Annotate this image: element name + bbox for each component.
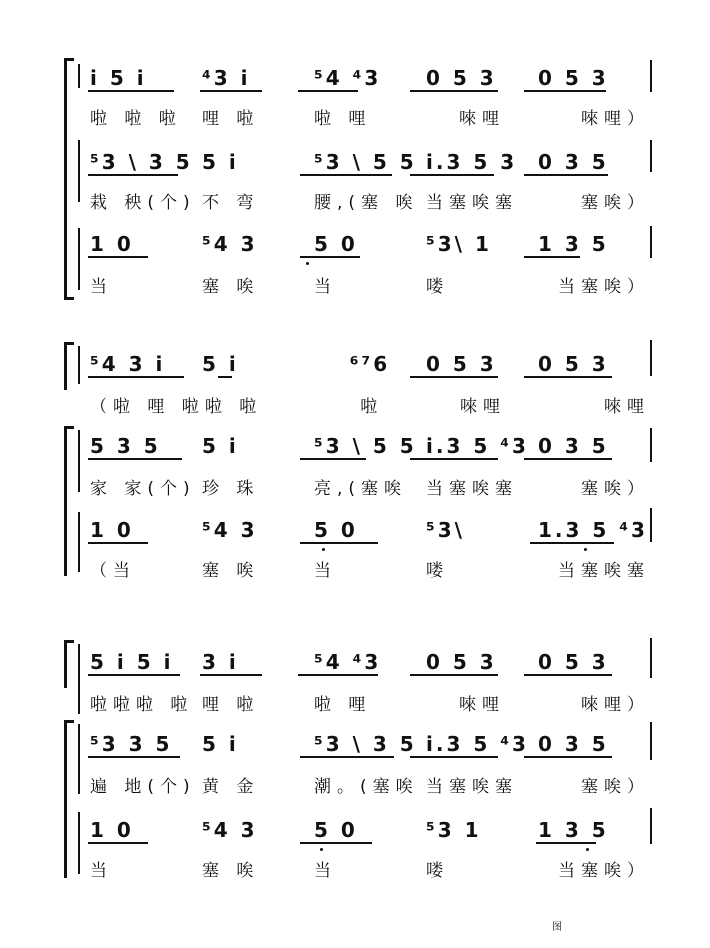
measure: ⁵3 \ 5 5 bbox=[314, 434, 417, 458]
bar-line bbox=[650, 808, 652, 844]
lyric: 当 bbox=[314, 277, 337, 297]
lyric: 唻哩 bbox=[459, 109, 505, 129]
measure: 0 5 3 bbox=[426, 66, 497, 90]
brace-hook bbox=[64, 342, 74, 345]
bar-line bbox=[650, 722, 652, 760]
lyric: 亮,(塞唉 bbox=[314, 479, 408, 499]
measure: 0 5 3 bbox=[426, 352, 497, 376]
beam-line bbox=[200, 90, 262, 92]
measure: 5 i bbox=[202, 732, 239, 756]
measure: i.3 5 ⁴3 bbox=[426, 732, 529, 756]
staff-bracket bbox=[78, 812, 80, 874]
lyric: 不 弯 bbox=[202, 193, 260, 213]
measure: ⁵4 3 bbox=[202, 232, 258, 256]
lyrics-row bbox=[90, 556, 650, 581]
staff-bracket bbox=[78, 346, 80, 384]
lyric: 唻哩） bbox=[581, 109, 650, 129]
measure: ⁵3 3 5 bbox=[90, 732, 173, 756]
lyric: （啦 哩 啦 bbox=[90, 397, 205, 417]
beam-line bbox=[524, 674, 612, 676]
beam-line bbox=[530, 542, 614, 544]
beam-line bbox=[410, 376, 498, 378]
lyric: 唻哩 bbox=[459, 695, 505, 715]
lyrics-row bbox=[90, 772, 650, 797]
beam-line bbox=[536, 842, 596, 844]
beam-line bbox=[88, 542, 148, 544]
beam-line bbox=[88, 376, 184, 378]
measure: ⁵3 1 bbox=[426, 818, 482, 842]
lyrics-row bbox=[90, 474, 650, 499]
measure: ⁵4 ⁴3 bbox=[314, 66, 382, 90]
measure: 1 0 bbox=[90, 818, 134, 842]
lyric: 栽 秧(个) bbox=[90, 193, 196, 213]
beam-line bbox=[88, 90, 174, 92]
lyric: 塞唉） bbox=[581, 777, 650, 797]
beam-line bbox=[300, 542, 378, 544]
beam-line bbox=[410, 756, 498, 758]
lyric: 塞 唉 bbox=[202, 561, 260, 581]
bar-line bbox=[650, 140, 652, 172]
brace-hook bbox=[64, 297, 74, 300]
lyric: 家 家(个) bbox=[90, 479, 196, 499]
notation-row bbox=[90, 650, 650, 674]
beam-line bbox=[88, 174, 178, 176]
lyric: 珍 珠 bbox=[202, 479, 260, 499]
measure: 0 3 5 bbox=[538, 434, 609, 458]
lyric: 当 bbox=[90, 277, 113, 297]
notation-row bbox=[90, 732, 650, 756]
lyric: 哩 啦 bbox=[202, 109, 260, 129]
measure: ⁵4 ⁴3 bbox=[314, 650, 382, 674]
system-brace bbox=[64, 426, 67, 576]
beam-line bbox=[410, 674, 498, 676]
bar-line bbox=[650, 226, 652, 258]
lyric: 喽 bbox=[426, 277, 449, 297]
lyric: 唻哩 bbox=[604, 397, 650, 417]
measure: ⁴3 i bbox=[202, 66, 251, 90]
measure: ⁵3 \ 3 5 bbox=[90, 150, 193, 174]
beam-line bbox=[410, 90, 498, 92]
staff-bracket bbox=[78, 724, 80, 794]
measure: 0 5 3 bbox=[538, 66, 609, 90]
measure: ⁵4 3 bbox=[202, 518, 258, 542]
beam-line bbox=[300, 842, 372, 844]
measure: 5 i bbox=[202, 150, 239, 174]
brace-hook bbox=[64, 640, 74, 643]
bar-line bbox=[650, 340, 652, 376]
notation-row bbox=[90, 232, 650, 256]
lyrics-row bbox=[90, 392, 650, 417]
system-brace bbox=[64, 58, 67, 300]
measure: ⁵3\ bbox=[426, 518, 465, 542]
measure: ⁵3\ 1 bbox=[426, 232, 492, 256]
beam-line bbox=[300, 458, 366, 460]
octave-dot bbox=[320, 848, 323, 851]
measure: 5 0 bbox=[314, 818, 358, 842]
beam-line bbox=[524, 90, 606, 92]
staff-bracket bbox=[78, 430, 80, 492]
staff-bracket bbox=[78, 140, 80, 202]
beam-line bbox=[298, 674, 378, 676]
lyric: 当塞唉塞 bbox=[426, 777, 518, 797]
lyric: 当塞唉） bbox=[558, 861, 650, 881]
measure: 0 5 3 bbox=[426, 650, 497, 674]
beam-line bbox=[88, 756, 180, 758]
staff-bracket bbox=[78, 64, 80, 88]
notation-row bbox=[90, 434, 650, 458]
lyric: 喽 bbox=[426, 561, 449, 581]
beam-line bbox=[410, 174, 494, 176]
lyric: 黄 金 bbox=[202, 777, 260, 797]
beam-line bbox=[298, 90, 358, 92]
staff-bracket bbox=[78, 644, 80, 714]
beam-line bbox=[524, 376, 612, 378]
page-mark: 图 bbox=[552, 922, 562, 933]
beam-line bbox=[88, 256, 148, 258]
lyric: 腰,(塞 唉 bbox=[314, 193, 419, 213]
measure: ⁵4 3 i bbox=[90, 352, 166, 376]
lyric: 啦 哩 bbox=[314, 695, 372, 715]
notation-row bbox=[90, 352, 650, 376]
lyric: 啦 啦 bbox=[204, 397, 263, 417]
octave-dot bbox=[586, 848, 589, 851]
lyrics-row bbox=[90, 856, 650, 881]
beam-line bbox=[88, 458, 182, 460]
lyrics-row bbox=[90, 690, 650, 715]
lyric: 啦啦啦 啦 bbox=[90, 695, 194, 715]
staff-bracket bbox=[78, 512, 80, 572]
lyrics-row bbox=[90, 188, 650, 213]
bar-line bbox=[650, 60, 652, 92]
system-brace bbox=[64, 640, 67, 688]
measure: 0 3 5 bbox=[538, 150, 609, 174]
beam-line bbox=[88, 674, 180, 676]
measure: i 5 i bbox=[90, 66, 147, 90]
lyric: 啦 哩 bbox=[314, 109, 372, 129]
lyric: 唻哩） bbox=[581, 695, 650, 715]
lyrics-row bbox=[90, 272, 650, 297]
notation-row bbox=[90, 518, 650, 542]
measure: 5 i bbox=[202, 434, 239, 458]
lyric: 唻哩 bbox=[460, 397, 507, 417]
measure: 1 0 bbox=[90, 232, 134, 256]
bar-line bbox=[650, 508, 652, 542]
beam-line bbox=[524, 256, 580, 258]
lyric: 啦 bbox=[360, 397, 384, 417]
measure: ⁵4 3 bbox=[202, 818, 258, 842]
beam-line bbox=[200, 674, 262, 676]
brace-hook bbox=[64, 426, 74, 429]
lyric: 塞 唉 bbox=[202, 277, 260, 297]
measure: 1.3 5 ⁴3 bbox=[538, 518, 648, 542]
measure: 1 3 5 bbox=[538, 232, 609, 256]
lyric: 当 bbox=[90, 861, 113, 881]
lyric: 塞唉） bbox=[581, 479, 650, 499]
beam-line bbox=[300, 756, 394, 758]
bar-line bbox=[650, 428, 652, 462]
lyric: 塞唉） bbox=[581, 193, 650, 213]
brace-hook bbox=[64, 720, 74, 723]
measure: 0 3 5 bbox=[538, 732, 609, 756]
lyric: 当塞唉） bbox=[558, 277, 650, 297]
lyric: 遍 地(个) bbox=[90, 777, 196, 797]
lyric: 哩 啦 bbox=[202, 695, 260, 715]
measure: ⁵3 \ 3 5 bbox=[314, 732, 417, 756]
octave-dot bbox=[322, 548, 325, 551]
lyrics-row bbox=[90, 104, 650, 129]
measure: 5 i bbox=[202, 352, 239, 376]
brace-hook bbox=[64, 58, 74, 61]
lyric: 当 bbox=[314, 561, 337, 581]
notation-row bbox=[90, 150, 650, 174]
measure: 1 3 5 bbox=[538, 818, 609, 842]
lyric: 塞 唉 bbox=[202, 861, 260, 881]
notation-row bbox=[90, 66, 650, 90]
measure: 5 3 5 bbox=[90, 434, 161, 458]
measure: 1 0 bbox=[90, 518, 134, 542]
measure: i.3 5 3 bbox=[426, 150, 518, 174]
lyric: 喽 bbox=[426, 861, 449, 881]
measure: 0 5 3 bbox=[538, 352, 609, 376]
measure: ⁶⁷6 bbox=[349, 352, 391, 376]
beam-line bbox=[524, 174, 608, 176]
notation-row bbox=[90, 818, 650, 842]
system-brace bbox=[64, 720, 67, 878]
measure: ⁵3 \ 5 5 bbox=[314, 150, 417, 174]
beam-line bbox=[524, 756, 612, 758]
bar-line bbox=[650, 638, 652, 678]
measure: 5 0 bbox=[314, 232, 358, 256]
measure: 0 5 3 bbox=[538, 650, 609, 674]
beam-line bbox=[410, 458, 498, 460]
lyric: 当塞唉塞 bbox=[426, 193, 518, 213]
measure: 5 0 bbox=[314, 518, 358, 542]
lyric: 当塞唉塞 bbox=[426, 479, 518, 499]
lyric: 当 bbox=[314, 861, 337, 881]
octave-dot bbox=[584, 548, 587, 551]
lyric: 当塞唉塞 bbox=[558, 561, 650, 581]
beam-line bbox=[300, 256, 360, 258]
system-brace bbox=[64, 342, 67, 390]
beam-line bbox=[524, 458, 612, 460]
beam-line bbox=[218, 376, 232, 378]
beam-line bbox=[88, 842, 148, 844]
lyric: （当 bbox=[90, 561, 136, 581]
lyric: 啦 啦 啦 bbox=[90, 109, 182, 129]
beam-line bbox=[300, 174, 392, 176]
measure: 3 i bbox=[202, 650, 239, 674]
octave-dot bbox=[306, 262, 309, 265]
measure: 5 i 5 i bbox=[90, 650, 174, 674]
staff-bracket bbox=[78, 228, 80, 290]
measure: i.3 5 ⁴3 bbox=[426, 434, 529, 458]
lyric: 潮。(塞唉 bbox=[314, 777, 419, 797]
